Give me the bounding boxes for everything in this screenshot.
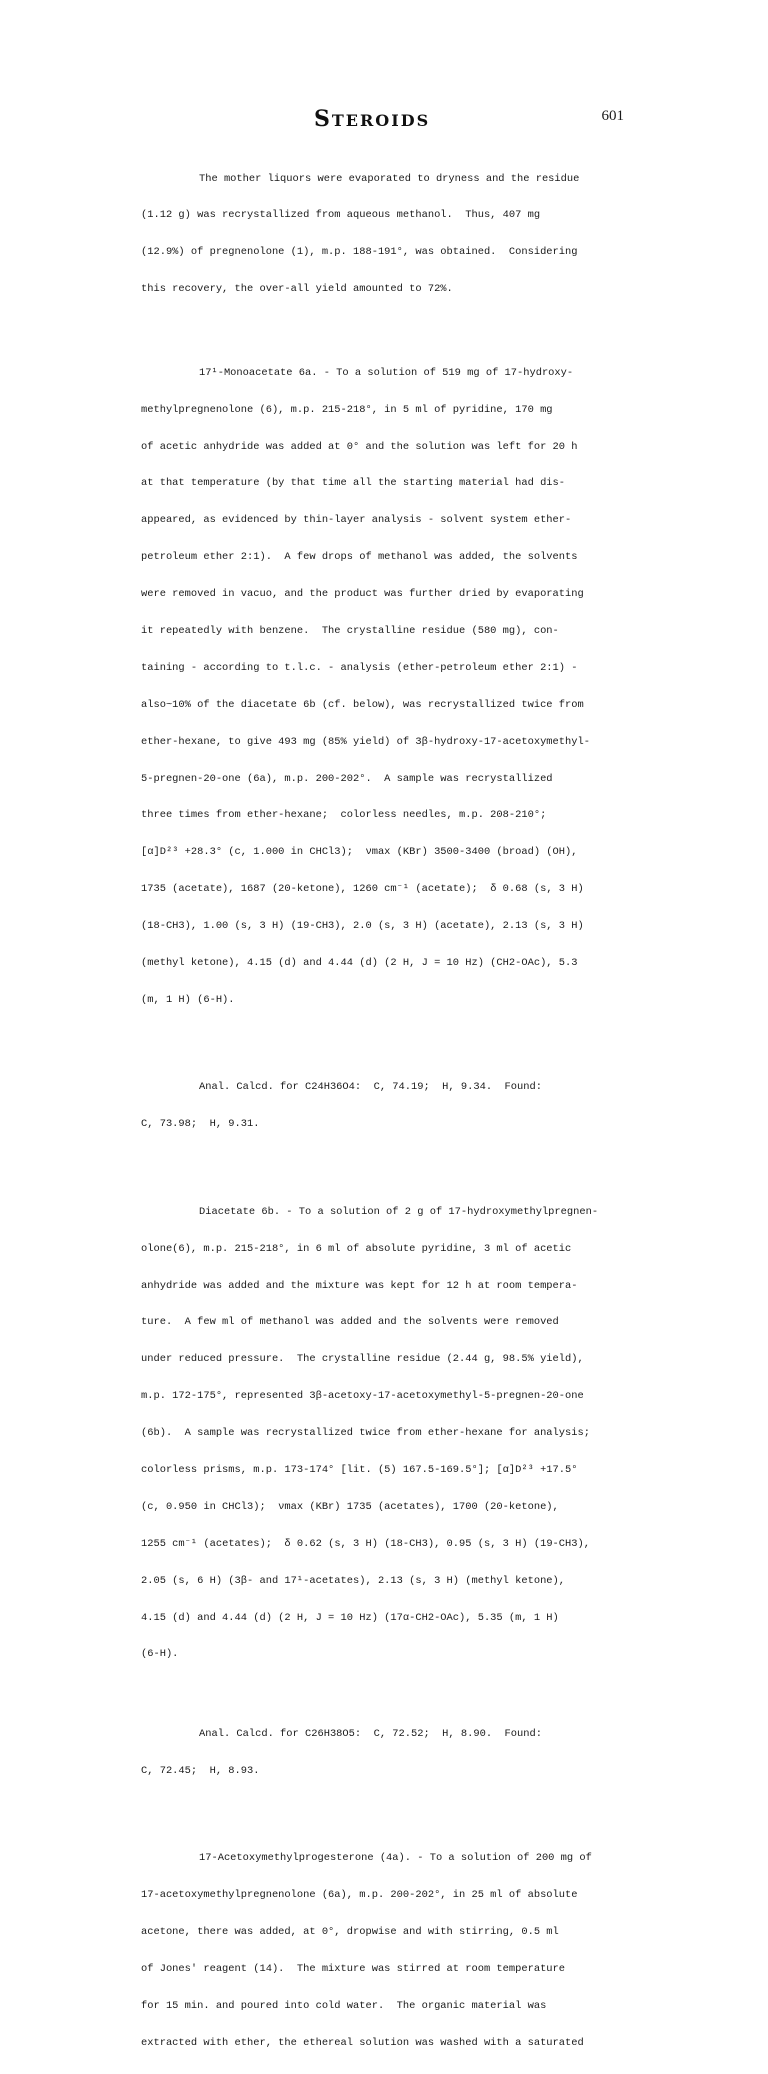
- text-line: (18-CH3), 1.00 (s, 3 H) (19-CH3), 2.0 (s, 3 H) (acetate), 2.13 (s, 3 H): [141, 920, 584, 933]
- text-line: 1255 cm⁻¹ (acetates); δ 0.62 (s, 3 H) (18-CH3), 0.95 (s, 3 H) (19-CH3),: [141, 1537, 590, 1550]
- page-header: [314, 106, 624, 132]
- journal-title: [314, 106, 430, 132]
- text-line: taining - according to t.l.c. - analysis (ether-petroleum ether 2:1) -: [141, 661, 578, 674]
- text-line: 17¹-Monoacetate 6a. - To a solution of 519 mg of 17-hydroxy-: [199, 366, 574, 379]
- text-line: colorless prisms, m.p. 173-174° [lit. (5) 167.5-169.5°]; [α]D²³ +17.5°: [141, 1463, 578, 1476]
- text-line: at that temperature (by that time all the starting material had dis-: [141, 477, 566, 490]
- journal-title-initial: S: [314, 106, 332, 132]
- text-line: ether-hexane, to give 493 mg (85% yield) of 3β-hydroxy-17-acetoxymethyl-: [141, 735, 590, 748]
- paragraph-anal-2: [141, 1703, 641, 1801]
- text-line: three times from ether-hexane; colorless needles, m.p. 208-210°;: [141, 809, 547, 822]
- text-line: Anal. Calcd. for C24H36O4: C, 74.19; H, 9.34. Found:: [199, 1081, 542, 1094]
- text-line: 17-acetoxymethylpregnenolone (6a), m.p. 200-202°, in 25 ml of absolute: [141, 1889, 578, 1902]
- paragraph-monoacetate: [141, 342, 641, 1031]
- text-line: olone(6), m.p. 215-218°, in 6 ml of absolute pyridine, 3 ml of acetic: [141, 1242, 572, 1255]
- text-line: m.p. 172-175°, represented 3β-acetoxy-17-acetoxymethyl-5-pregnen-20-one: [141, 1390, 584, 1403]
- journal-title-rest: TEROIDS: [331, 111, 431, 130]
- text-line: C, 73.98; H, 9.31.: [141, 1118, 260, 1131]
- text-line: (6b). A sample was recrystallized twice from ether-hexane for analysis;: [141, 1427, 590, 1440]
- text-line: were removed in vacuo, and the product was further dried by evaporating: [141, 588, 584, 601]
- text-line: of acetic anhydride was added at 0° and the solution was left for 20 h: [141, 440, 578, 453]
- text-line: The mother liquors were evaporated to dryness and the residue: [199, 172, 580, 185]
- text-line: (c, 0.950 in CHCl3); νmax (KBr) 1735 (acetates), 1700 (20-ketone),: [141, 1500, 559, 1513]
- paragraph-diacetate: [141, 1181, 641, 1685]
- page-number: 601: [601, 108, 624, 124]
- text-line: 2.05 (s, 6 H) (3β- and 17¹-acetates), 2.13 (s, 3 H) (methyl ketone),: [141, 1574, 566, 1587]
- paragraph-progesterone: [141, 1828, 641, 2074]
- body-text: [141, 148, 641, 2074]
- text-line: 4.15 (d) and 4.44 (d) (2 H, J = 10 Hz) (17α-CH2-OAc), 5.35 (m, 1 H): [141, 1611, 559, 1624]
- text-line: it repeatedly with benzene. The crystalline residue (580 mg), con-: [141, 624, 559, 637]
- text-line: for 15 min. and poured into cold water. The organic material was: [141, 1999, 547, 2012]
- text-line: C, 72.45; H, 8.93.: [141, 1764, 260, 1777]
- paragraph-recovery: [141, 148, 641, 320]
- text-line: methylpregnenolone (6), m.p. 215-218°, in 5 ml of pyridine, 170 mg: [141, 403, 553, 416]
- text-line: of Jones' reagent (14). The mixture was stirred at room temperature: [141, 1962, 566, 1975]
- text-line: this recovery, the over-all yield amounted to 72%.: [141, 283, 453, 296]
- text-line: under reduced pressure. The crystalline residue (2.44 g, 98.5% yield),: [141, 1353, 584, 1366]
- text-line: appeared, as evidenced by thin-layer analysis - solvent system ether-: [141, 514, 572, 527]
- text-line: 17-Acetoxymethylprogesterone (4a). - To a solution of 200 mg of: [199, 1852, 592, 1865]
- text-line: also~10% of the diacetate 6b (cf. below), was recrystallized twice from: [141, 698, 584, 711]
- text-line: [α]D²³ +28.3° (c, 1.000 in CHCl3); νmax (KBr) 3500-3400 (broad) (OH),: [141, 846, 578, 859]
- text-line: extracted with ether, the ethereal solution was washed with a saturated: [141, 2036, 584, 2049]
- text-line: (1.12 g) was recrystallized from aqueous methanol. Thus, 407 mg: [141, 209, 541, 222]
- text-line: Diacetate 6b. - To a solution of 2 g of 17-hydroxymethylpregnen-: [199, 1205, 599, 1218]
- text-line: (6-H).: [141, 1648, 179, 1661]
- text-line: (m, 1 H) (6-H).: [141, 993, 235, 1006]
- text-line: 1735 (acetate), 1687 (20-ketone), 1260 cm⁻¹ (acetate); δ 0.68 (s, 3 H): [141, 883, 584, 896]
- text-line: (12.9%) of pregnenolone (1), m.p. 188-191°, was obtained. Considering: [141, 246, 578, 259]
- text-line: (methyl ketone), 4.15 (d) and 4.44 (d) (2 H, J = 10 Hz) (CH2-OAc), 5.3: [141, 957, 578, 969]
- paragraph-anal-1: [141, 1057, 641, 1155]
- text-line: 5-pregnen-20-one (6a), m.p. 200-202°. A sample was recrystallized: [141, 772, 553, 785]
- text-line: anhydride was added and the mixture was kept for 12 h at room tempera-: [141, 1279, 578, 1292]
- text-line: acetone, there was added, at 0°, dropwise and with stirring, 0.5 ml: [141, 1926, 559, 1939]
- text-line: ture. A few ml of methanol was added and the solvents were removed: [141, 1316, 559, 1329]
- text-line: Anal. Calcd. for C26H38O5: C, 72.52; H, 8.90. Found:: [199, 1727, 542, 1740]
- text-line: petroleum ether 2:1). A few drops of methanol was added, the solvents: [141, 551, 578, 564]
